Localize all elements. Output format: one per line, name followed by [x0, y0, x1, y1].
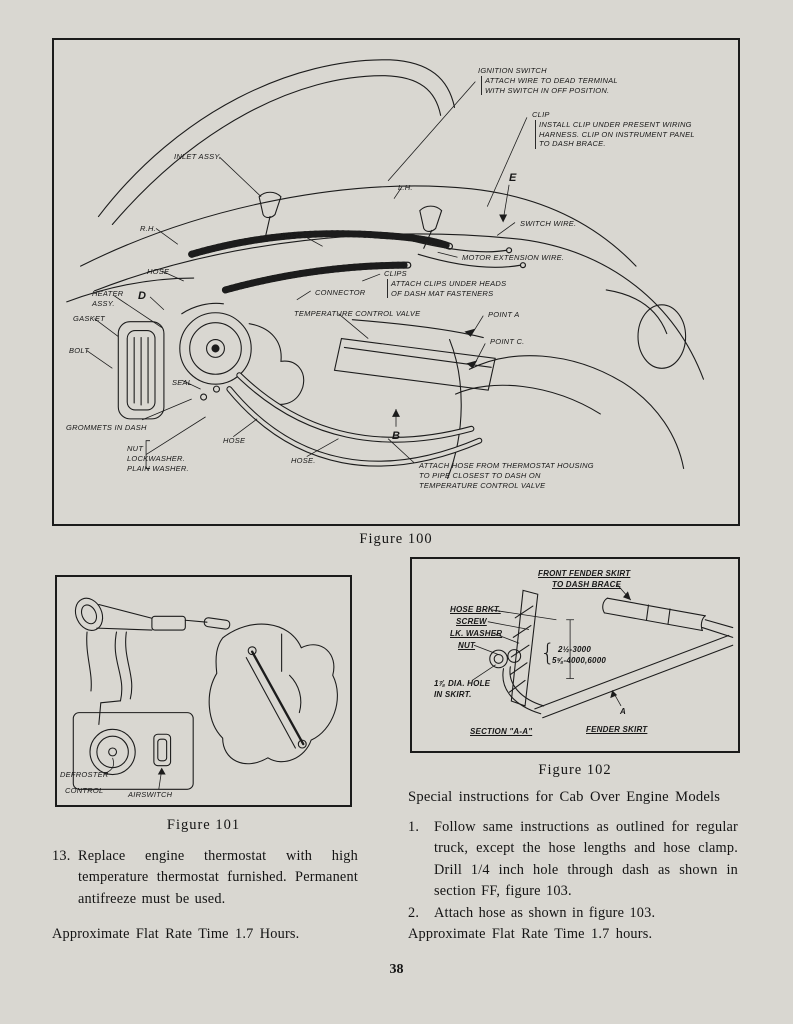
label-hose-left: HOSE — [147, 267, 170, 276]
coe-item-2-number: 2. — [408, 905, 420, 921]
label-dim-4000-6000: 5⅝-4000,6000 — [552, 656, 607, 665]
coe-item-1-text: Follow same instructions as outlined for regular truck, except the hose lengths and hose clamp. Drill 1/4 inch hole through dash as shown in section FF, figure 103. — [434, 819, 738, 900]
coe-heading: Special instructions for Cab Over Engine Models — [408, 789, 721, 805]
coe-item-2-text: Attach hose as shown in figure 103. — [434, 905, 656, 921]
label-rh: R.H. — [140, 224, 156, 233]
label-motor-extension-wire: MOTOR EXTENSION WIRE. — [462, 253, 565, 262]
figure-102-panel — [410, 557, 740, 753]
label-seal: SEAL — [172, 378, 193, 387]
flat-rate-right: Approximate Flat Rate Time 1.7 hours. — [408, 926, 653, 942]
label-defroster: DEFROSTER — [60, 770, 109, 779]
figure-102-caption: Figure 102 — [538, 762, 612, 778]
label-lk-washer: LK. WASHER — [450, 629, 503, 638]
label-switch-wire: SWITCH WIRE. — [520, 219, 577, 228]
label-hose-mid: HOSE — [223, 436, 246, 445]
item-13-text: Replace engine thermostat with high temperature thermostat furnished. Permanent antifreeze must be used. — [78, 848, 358, 907]
label-hose-center: HOSE — [280, 231, 303, 240]
label-point-c: POINT C. — [490, 337, 525, 346]
label-lh: L.H. — [398, 183, 413, 192]
label-ignition-switch: IGNITION SWITCH ATTACH WIRE TO DEAD TERMINAL WITH SWITCH IN OFF POSITION. — [478, 66, 618, 95]
item-13-number: 13. — [52, 848, 71, 864]
coe-item-2 — [408, 903, 738, 924]
label-point-b: B — [392, 430, 401, 442]
label-screw: SCREW — [456, 617, 487, 626]
label-grommets-in-dash: GROMMETS IN DASH — [66, 423, 147, 432]
label-point-a-fig102: A — [620, 707, 626, 716]
label-section-aa: SECTION "A-A" — [470, 727, 533, 736]
coe-item-1-number: 1. — [408, 819, 420, 835]
label-hose-brkt: HOSE BRKT. — [450, 605, 501, 614]
label-clips: CLIPS ATTACH CLIPS UNDER HEADS OF DASH MAT FASTENERS — [384, 269, 507, 298]
label-nut: NUT — [458, 641, 476, 650]
instruction-item-13 — [52, 846, 358, 910]
label-inlet-assy: INLET ASSY. — [174, 152, 222, 161]
label-hose-low: HOSE. — [291, 456, 316, 465]
figure-101-caption: Figure 101 — [166, 817, 241, 833]
label-airswitch: AIRSWITCH — [128, 790, 173, 799]
label-point-e: E — [509, 172, 517, 184]
figure-100-caption: Figure 100 — [359, 531, 433, 547]
page-number: 38 — [389, 962, 404, 977]
label-control: CONTROL — [65, 786, 104, 795]
label-point-d: D — [138, 290, 147, 302]
label-nut-lockwasher-plainwasher: NUT LOCKWASHER. PLAIN WASHER. — [127, 444, 189, 473]
label-temperature-control-valve: TEMPERATURE CONTROL VALVE — [294, 309, 421, 318]
label-front-fender-skirt: FRONT FENDER SKIRT TO DASH BRACE — [538, 569, 631, 589]
dimension-brace: { — [540, 639, 556, 667]
label-point-a: POINT A — [488, 310, 520, 319]
label-heater-assy: HEATER ASSY. — [92, 289, 124, 308]
label-gasket: GASKET — [73, 314, 105, 323]
label-fender-skirt: FENDER SKIRT — [586, 725, 648, 734]
label-connector: CONNECTOR — [315, 288, 366, 297]
flat-rate-left: Approximate Flat Rate Time 1.7 Hours. — [52, 926, 300, 942]
label-attach-hose-note: ATTACH HOSE FROM THERMOSTAT HOUSING TO PIPE CLOSEST TO DASH ON TEMPERATURE CONTROL VALVE — [419, 461, 594, 490]
figure-100-panel — [52, 38, 740, 526]
label-dim-3000: 2½-3000 — [558, 645, 591, 654]
label-clip: CLIP INSTALL CLIP UNDER PRESENT WIRING HARNESS. CLIP ON INSTRUMENT PANEL TO DASH BRACE. — [532, 110, 695, 149]
coe-item-1 — [408, 817, 738, 903]
label-dia-hole: 1⅞ DIA. HOLE IN SKIRT. — [434, 679, 491, 699]
figure-101-panel — [55, 575, 352, 807]
label-bolt: BOLT — [69, 346, 90, 355]
